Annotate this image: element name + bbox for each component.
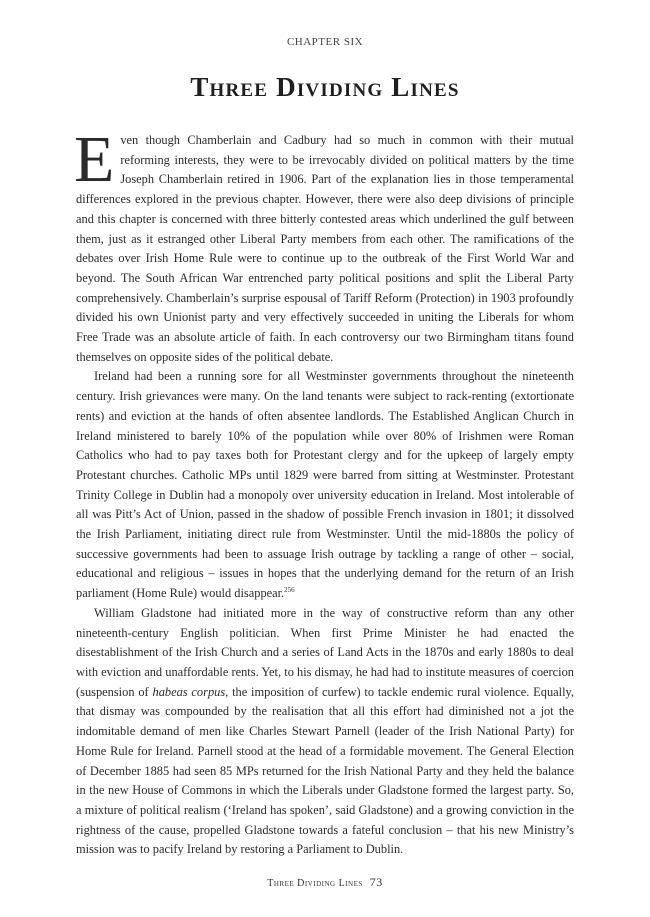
- paragraph-2: [76, 367, 574, 603]
- page-number: 73: [369, 875, 383, 889]
- paragraph-3-text-after: , the imposition of curfew) to tackle endemic rural violence. Equally, that dismay was compounded by the realisation that all this effort had diminished not a jot the indomitable demand of men like Charles Stewart Parnell (leader of the Irish National Party) for Home Rule for Ireland. Parnell stood at the head of a formidable movement. The General Election of December 1885 had seen 85 MPs returned for the Irish National Party and they held the balance in the new House of Commons in which the Liberals under Gladstone formed the largest party. So, a mixture of political realism (‘Ireland has spoken’, said Gladstone) and a growing conviction in the rightness of the cause, propelled Gladstone towards a fateful conclusion – that his new Ministry’s mission was to pacify Ireland by restoring a Parliament to Dublin.: [76, 684, 575, 857]
- footnote-reference[interactable]: 256: [284, 586, 295, 595]
- chapter-label: CHAPTER SIX: [286, 36, 364, 48]
- paragraph-3-italic: habeas corpus: [152, 684, 226, 699]
- paragraph-3-text-before: William Gladstone had initiated more in the way of constructive reform than any other nineteenth-century English politician. When first Prime Minister he had enacted the disestablishment of the Irish Church and a series of Land Acts in the 1870s and early 1880s to deal with eviction and unaffordable rents. Yet, to his dismay, he had had to institute measures of coercion (suspension of: [76, 605, 574, 699]
- running-title: Three Dividing Lines: [267, 878, 363, 889]
- chapter-title: Three Dividing Lines: [190, 72, 460, 102]
- paragraph-3: [76, 604, 574, 860]
- paragraph-1: [74, 123, 574, 367]
- drop-cap: E: [74, 123, 115, 196]
- paragraph-2-text: Ireland had been a running sore for all Westminster governments throughout the nineteenth century. Irish grievances were many. On the land tenants were subject to rack-renting (extortionate rents) and eviction at the hands of often absentee landlords. The Established Anglican Church in Ireland ministered to barely 10% of the population while over 80% of Irishmen were Roman Catholics who had to pay taxes both for Protestant clergy and for the upkeep of largely empty Protestant churches. Catholic MPs until 1829 were barred from sitting at Westminster. Protestant Trinity College in Dublin had a monopoly over university education in Ireland. Most intolerable of all was Pitt’s Act of Union, passed in the shadow of possible French invasion in 1801; it dissolved the Irish Parliament, initiating direct rule from Westminster. Until the mid-1880s the policy of successive governments had been to assuage Irish outrage by tackling a range of other – social, educational and religious – issues in hopes that the underlying demand for the return of an Irish parliament (Home Rule) would disappear.: [76, 369, 574, 601]
- paragraph-1-text: ven though Chamberlain and Cadbury had so much in common with their mutual reforming interests, they were to be irrevocably divided on political matters by the time Joseph Chamberlain retired in 1906. Part of the explanation lies in those temperamental differences explored in the previous chapter. However, there were also deep divisions of principle and this chapter is concerned with three bitterly contested areas which underlined the gulf between them, just as it estranged other Liberal Party members from each other. The ramifications of the debates over Irish Home Rule were to continue up to the outbreak of the First World War and beyond. The South African War entrenched party political positions and split the Liberal Party comprehensively. Chamberlain’s surprise espousal of Tariff Reform (Protection) in 1903 profoundly divided his own Unionist party and very effectively succeeded in uniting the Liberals for whom Free Trade was an absolute article of faith. In each controversy our two Birmingham titans found themselves on opposite sides of the political debate.: [76, 133, 574, 364]
- body-text: [74, 123, 575, 860]
- page-footer: [0, 875, 650, 890]
